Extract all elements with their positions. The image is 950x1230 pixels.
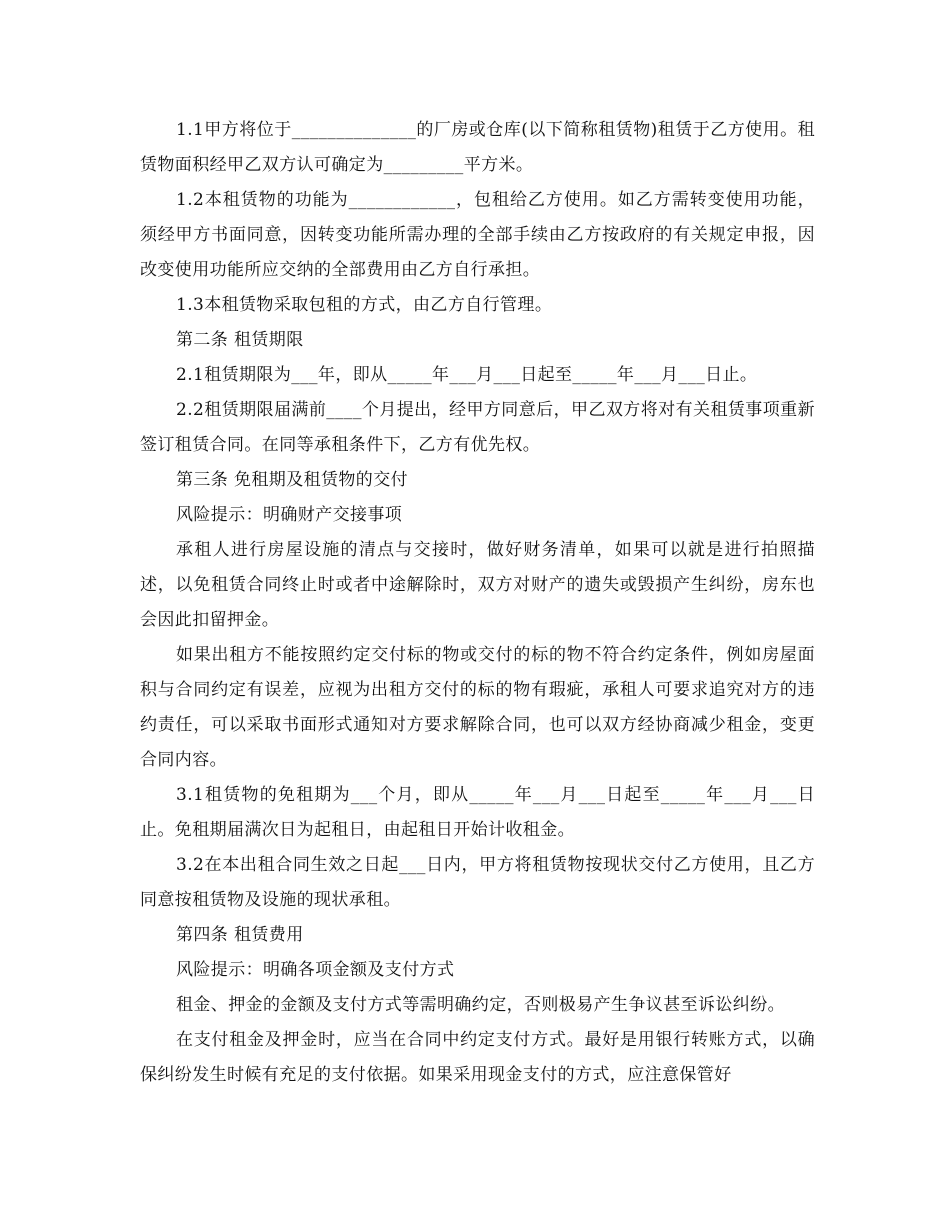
- risk-tip-payment: 风险提示：明确各项金额及支付方式: [176, 960, 455, 980]
- article-3-heading: 第三条 免租期及租赁物的交付: [176, 470, 409, 490]
- defect-paragraph: 如果出租方不能按照约定交付标的物或交付的标的物不符合约定条件，例如房屋面积与合同约定有误差，应视为出租方交付的标的物有瑕疵，承租人可要求追究对方的违约责任，可以采取书面形式通知对方要求解除合同，也可以双方经协商减少租金，变更合同内容。: [140, 645, 815, 770]
- clause-1-1: 1.1甲方将位于______________的厂房或仓库(以下简称租赁物)租赁于乙方使用。租赁物面积经甲乙双方认可确定为_________平方米。: [140, 120, 815, 175]
- payment-amount-paragraph: 租金、押金的金额及支付方式等需明确约定，否则极易产生争议甚至诉讼纠纷。: [176, 995, 785, 1015]
- clause-1-3: 1.3本租赁物采取包租的方式，由乙方自行管理。: [176, 295, 553, 315]
- clause-1-2: 1.2本租赁物的功能为____________，包租给乙方使用。如乙方需转变使用功能，须经甲方书面同意，因转变功能所需办理的全部手续由乙方按政府的有关规定申报，因改变使用功能所应交纳的全部费用由乙方自行承担。: [140, 190, 815, 280]
- document-page: [140, 113, 815, 1093]
- clause-2-1: 2.1租赁期限为___年，即从_____年___月___日起至_____年___月___日止。: [176, 365, 758, 385]
- payment-method-paragraph: 在支付租金及押金时，应当在合同中约定支付方式。最好是用银行转账方式，以确保纠纷发生时候有充足的支付依据。如果采用现金支付的方式，应注意保管好: [140, 1030, 815, 1085]
- risk-tip-handover: 风险提示：明确财产交接事项: [176, 505, 403, 525]
- clause-2-2: 2.2租赁期限届满前____个月提出，经甲方同意后，甲乙双方将对有关租赁事项重新签订租赁合同。在同等承租条件下，乙方有优先权。: [140, 400, 815, 455]
- clause-3-1: 3.1租赁物的免租期为___个月，即从_____年___月___日起至_____年___月___日止。免租期届满次日为起租日，由起租日开始计收租金。: [140, 785, 815, 840]
- handover-paragraph: 承租人进行房屋设施的清点与交接时，做好财务清单，如果可以就是进行拍照描述，以免租赁合同终止时或者中途解除时，双方对财产的遗失或毁损产生纠纷，房东也会因此扣留押金。: [140, 540, 815, 630]
- article-2-heading: 第二条 租赁期限: [176, 330, 304, 350]
- clause-3-2: 3.2在本出租合同生效之日起___日内，甲方将租赁物按现状交付乙方使用，且乙方同意按租赁物及设施的现状承租。: [140, 855, 815, 910]
- article-4-heading: 第四条 租赁费用: [176, 925, 304, 945]
